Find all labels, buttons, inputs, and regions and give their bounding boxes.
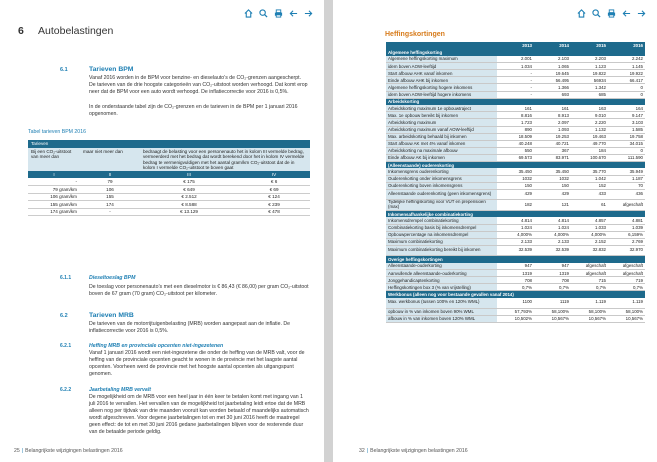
table-cell: 1.034	[497, 63, 534, 70]
table-cell: -	[497, 91, 534, 98]
table-cell: 9.010	[571, 112, 608, 119]
table-cell: 19.253	[534, 133, 571, 140]
table-cell: 58,100%	[571, 308, 608, 315]
row-label: Max. 1e opbouw bereikt bij inkomen	[386, 112, 497, 119]
table-cell: 719	[608, 277, 645, 284]
row-label: Tijdelijke heffingskorting voor VUT en prepensioen (max)	[386, 200, 497, 211]
table-cell: 56.495	[534, 77, 571, 84]
home-icon[interactable]	[242, 8, 254, 18]
bpm-table	[28, 140, 310, 216]
table-cell: 10,502%	[497, 315, 534, 322]
table-cell: 34.015	[608, 140, 645, 147]
search-icon[interactable]	[257, 8, 269, 18]
footer-text: Belangrijkste wijzigingen belastingen 2016	[25, 448, 123, 454]
left-page	[0, 0, 324, 462]
section-header: Overige heffingskortingen	[386, 256, 645, 263]
table-cell: 6,159%	[608, 231, 645, 238]
table-cell: 161	[534, 105, 571, 112]
table-row	[386, 119, 645, 126]
section-title: Jaarbetaling MRB vervalt	[89, 387, 151, 393]
section-title: Dieseltoeslag BPM	[89, 275, 136, 281]
table-cell: 4.814	[534, 217, 571, 224]
table-cell: 1119	[534, 298, 571, 309]
table-cell: 947	[534, 263, 571, 270]
table-cell: 19.922	[608, 70, 645, 77]
table-cell: 174	[80, 201, 140, 209]
table-cell: 1.119	[608, 298, 645, 309]
table-cell: 1.039	[608, 224, 645, 231]
paragraph: De mogelijkheid om de MRB voor een heel jaar in één keer te betalen komt met ingang van 1 juli 2016 te vervallen. Het vervallen van de mogelijkheid tot jaarbetaling leidt ertoe dat de MRB alleen nog per tijdvak van drie maanden vooruit kan worden betaald of maandelijks automatisch wordt afgeschreven. Voor degene jaarbetalingen tot en met 30 juni 2016 heeft de maatregel geen effect: de tot en met 30 juni 2016 gedane jaarbetalingen blijven voor de resterende duur van de betaalde periode geldig.	[89, 394, 309, 435]
table-cell: 150	[534, 182, 571, 189]
table-cell: 1.723	[497, 119, 534, 126]
year-header: 2016	[608, 42, 645, 49]
table-row	[28, 201, 310, 209]
table-cell: 8.816	[497, 112, 534, 119]
table-cell: -	[80, 208, 140, 216]
table-row	[386, 105, 645, 112]
row-label: Aanvullende alleenstaande-ouderkorting	[386, 270, 497, 277]
table-caption: Tabel tarieven BPM 2016	[28, 129, 86, 135]
table-cell: 0,7%	[571, 284, 608, 291]
row-label: Start afbouw AHK vanaf inkomen	[386, 70, 497, 77]
table-header: Tarieven	[28, 140, 310, 148]
table-row	[386, 189, 645, 200]
table-cell: 0,7%	[608, 284, 645, 291]
row-label: Jonggehandicaptenkorting	[386, 277, 497, 284]
table-cell: € 13.129	[140, 208, 238, 216]
table-cell: 0,7%	[497, 284, 534, 291]
table-cell: 19.822	[571, 70, 608, 77]
footer-text: Belangrijkste wijzigingen belastingen 2016	[370, 448, 468, 454]
table-cell: -	[28, 178, 80, 186]
table-cell: afgeschaft	[608, 270, 645, 277]
paragraph: In de onderstaande tabel zijn de CO₂-grenzen en de tarieven in de BPM per 1 januari 2016 opgenomen.	[89, 104, 298, 117]
year-header-row	[386, 42, 645, 49]
row-label: Arbeidskorting maximum	[386, 119, 497, 126]
row-label: Heffingskortingen box 3 (% van vrijstelling)	[386, 284, 497, 291]
chapter-title: Autobelastingen	[38, 25, 114, 37]
table-row	[386, 63, 645, 70]
table-cell: 1032	[534, 175, 571, 182]
table-row	[386, 224, 645, 231]
table-cell: 163	[571, 105, 608, 112]
table-cell: 1.119	[571, 298, 608, 309]
table-cell: 429	[534, 189, 571, 200]
table-cell: 32.832	[571, 245, 608, 256]
table-cell: 32.539	[497, 245, 534, 256]
table-cell: afgeschaft	[571, 270, 608, 277]
page-footer: 32 | Belangrijkste wijzigingen belastingen 2016	[359, 448, 468, 454]
table-cell: € 239	[238, 201, 310, 209]
table-cell: -	[497, 84, 534, 91]
paragraph: De toeslag voor personenauto’s met een dieselmotor is € 86,43 (€ 86,00) per gram CO₂-uitstoot boven de 67 gram (70 gram) CO₂-uitstoot per kilometer.	[89, 284, 309, 297]
row-label: Max. arbeidskorting behaald bij inkomen	[386, 133, 497, 140]
table-cell: 69.573	[497, 154, 534, 161]
table-cell: 4.881	[608, 217, 645, 224]
table-row	[386, 147, 645, 154]
table-cell: € 2.512	[140, 193, 238, 201]
table-row	[28, 193, 310, 201]
row-label: Inkomensgrens ouderenkorting	[386, 168, 497, 175]
table-cell: 70	[608, 182, 645, 189]
arrow-left-icon[interactable]	[620, 8, 632, 18]
table-cell: 2.242	[608, 56, 645, 63]
table-row	[386, 217, 645, 224]
section-header-row	[386, 98, 645, 105]
table-cell: 155	[80, 193, 140, 201]
table-row	[386, 231, 645, 238]
table-cell: 182	[497, 200, 534, 211]
arrow-right-icon[interactable]	[302, 8, 314, 18]
section-header: Inkomensafhankelijke combinatiekorting	[386, 210, 645, 217]
section-header: (Alleenstaande) ouderenkorting	[386, 162, 645, 169]
table-cell: 2.001	[497, 56, 534, 63]
table-cell: 1.366	[534, 84, 571, 91]
table-cell: 40.248	[497, 140, 534, 147]
table-cell: 83.971	[534, 154, 571, 161]
table-cell: 4,000%	[571, 231, 608, 238]
table-row	[386, 315, 645, 322]
table-cell: 32.539	[534, 245, 571, 256]
table-row	[386, 277, 645, 284]
table-cell: 4,000%	[497, 231, 534, 238]
row-label: idem boven AOW-leeftijd hogere inkomens	[386, 91, 497, 98]
arrow-left-icon[interactable]	[287, 8, 299, 18]
page-number: 32	[359, 448, 365, 454]
table-cell: € 69	[238, 186, 310, 194]
table-row	[386, 200, 645, 211]
table-cell: 1.145	[608, 63, 645, 70]
table-cell: 79	[80, 178, 140, 186]
left-toolbar	[242, 8, 314, 18]
year-header: 2013	[497, 42, 534, 49]
table-row	[386, 126, 645, 133]
section-number: 6.2	[60, 313, 68, 319]
table-row	[28, 178, 310, 186]
table-cell: 19.463	[571, 133, 608, 140]
table-cell: 106	[80, 186, 140, 194]
table-cell: 106 gram/km	[28, 193, 80, 201]
table-cell: 10,567%	[608, 315, 645, 322]
row-label: Start afbouw AK met 4% vanaf inkomen	[386, 140, 497, 147]
table-cell: -	[497, 70, 534, 77]
table-row	[386, 238, 645, 245]
table-cell: 1.585	[608, 126, 645, 133]
print-icon[interactable]	[272, 8, 284, 18]
table-cell: € 175	[140, 178, 238, 186]
table-cell: 367	[534, 147, 571, 154]
row-label: Algemene heffingskorting hogere inkomens	[386, 84, 497, 91]
page-title: Heffingskortingen	[385, 31, 445, 38]
table-cell: 708	[497, 277, 534, 284]
table-cell: € 124	[238, 193, 310, 201]
table-cell: 2.133	[497, 238, 534, 245]
row-label: Arbeidskorting na maximale afbouw	[386, 147, 497, 154]
paragraph: Vanaf 2016 worden in de BPM voor benzine- en dieselauto’s de CO₂-grenzen aangescherpt. De tarieven van de drie hoogste categorieën van CO₂-uitstoot worden verhoogd. Dat komt erop neer dat de BPM voor een auto wordt verhoogd. De inflatiecorrectie voor 2016 is 0,5%.	[89, 75, 308, 95]
print-icon[interactable]	[605, 8, 617, 18]
right-page	[333, 0, 657, 462]
row-label: Ouderenkorting onder inkomensgrens	[386, 175, 497, 182]
table-cell: 10,567%	[571, 315, 608, 322]
table-cell: 66.417	[608, 77, 645, 84]
table-row	[386, 77, 645, 84]
row-label: idem boven AOW-leeftijd	[386, 63, 497, 70]
paragraph: De tarieven van de motorrijtuigenbelasting (MRB) worden aangepast aan de inflatie. De inflatiecorrectie voor 2016 is 0,5%.	[89, 321, 290, 334]
row-label: Combinatiekorting basis bij inkomensdrempel	[386, 224, 497, 231]
table-row	[386, 70, 645, 77]
table-row	[386, 270, 645, 277]
row-label: Maximum combinatiekorting bereikt bij inkomen	[386, 245, 497, 256]
table-cell: 1100	[497, 298, 534, 309]
table-row	[386, 263, 645, 270]
row-label: Einde afbouw AK bij inkomen	[386, 154, 497, 161]
table-row	[386, 245, 645, 256]
column-numeral: III	[140, 171, 238, 179]
page-footer: 25 | Belangrijkste wijzigingen belastingen 2016	[14, 448, 123, 454]
row-label: afbouw in % van inkomen boven 120% WML	[386, 315, 497, 322]
row-label: Arbeidskorting maximum vanaf AOW-leeftijd	[386, 126, 497, 133]
row-label: Alleenstaande-ouderkorting	[386, 263, 497, 270]
table-cell: afgeschaft	[571, 263, 608, 270]
chapter-number: 6	[18, 25, 24, 37]
table-cell: 150	[497, 182, 534, 189]
row-label: Alleenstaande ouderenkorting (geen inkomensgrens)	[386, 189, 497, 200]
table-cell: 1319	[497, 270, 534, 277]
table-cell: 890	[497, 126, 534, 133]
section-header-row	[386, 162, 645, 169]
table-cell: 40.721	[534, 140, 571, 147]
table-row	[28, 186, 310, 194]
table-cell: 3.103	[608, 119, 645, 126]
table-cell: 155 gram/km	[28, 201, 80, 209]
table-cell: 433	[571, 189, 608, 200]
table-row	[386, 182, 645, 189]
table-row	[386, 91, 645, 98]
table-cell: 49.770	[571, 140, 608, 147]
table-row	[386, 140, 645, 147]
table-cell: 0	[608, 147, 645, 154]
table-cell: afgeschaft	[608, 200, 645, 211]
table-cell: 685	[571, 91, 608, 98]
table-cell: 174 gram/km	[28, 208, 80, 216]
table-row	[386, 56, 645, 63]
table-cell: 35.450	[497, 168, 534, 175]
table-cell: 152	[571, 182, 608, 189]
table-cell: 708	[534, 277, 571, 284]
table-cell: 61	[571, 200, 608, 211]
search-icon[interactable]	[590, 8, 602, 18]
table-cell: 4,000%	[534, 231, 571, 238]
table-cell: 429	[497, 189, 534, 200]
section-header: Werkbonus (alleen nog voor bestaande gevallen vanaf 2014)	[386, 291, 645, 298]
section-number: 6.1	[60, 67, 68, 73]
table-cell: 100.670	[571, 154, 608, 161]
table-cell: 32.970	[608, 245, 645, 256]
table-cell: 10,567%	[534, 315, 571, 322]
section-header-row	[386, 210, 645, 217]
row-label: Opbouwpercentage na inkomensdrempel	[386, 231, 497, 238]
section-number: 6.2.1	[60, 343, 72, 349]
table-cell: 2.203	[571, 56, 608, 63]
table-cell: 2.103	[534, 56, 571, 63]
table-cell: 1.342	[571, 84, 608, 91]
table-cell: afgeschaft	[608, 263, 645, 270]
column-header: maar niet meer dan	[80, 148, 140, 171]
section-header-row	[386, 291, 645, 298]
page-number: 25	[14, 448, 20, 454]
table-cell: € 6	[238, 178, 310, 186]
table-cell: 1319	[534, 270, 571, 277]
row-label: opbouw in % van inkomen boven 90% WML	[386, 308, 497, 315]
row-label: Arbeidskorting maximum 1e opbouwtraject	[386, 105, 497, 112]
table-cell: 8.913	[534, 112, 571, 119]
section-number: 6.1.1	[60, 275, 72, 281]
table-cell: 4.814	[497, 217, 534, 224]
home-icon[interactable]	[575, 8, 587, 18]
table-cell: € 649	[140, 186, 238, 194]
table-row	[386, 154, 645, 161]
table-cell: 1.065	[534, 63, 571, 70]
table-cell: 4.857	[571, 217, 608, 224]
table-row	[386, 298, 645, 309]
table-row	[386, 175, 645, 182]
row-label: Maximum combinatiekorting	[386, 238, 497, 245]
table-cell: 58,100%	[608, 308, 645, 315]
year-header: 2014	[534, 42, 571, 49]
table-cell: 1.123	[571, 63, 608, 70]
row-label: Ouderenkorting boven inkomensgrens	[386, 182, 497, 189]
table-cell: 1.042	[571, 175, 608, 182]
table-cell: 0	[608, 91, 645, 98]
section-header-row	[386, 49, 645, 56]
arrow-right-icon[interactable]	[635, 8, 647, 18]
row-label: Einde afbouw AHK bij inkomen	[386, 77, 497, 84]
table-cell: -	[497, 77, 534, 84]
paragraph: Vanaf 1 januari 2016 wordt een niet-ingezetene die onder de heffing van de MRB valt, voor de heffing van de provinciale opcenten geacht te wonen in de provincie met het laagste aantal opcenten. Voorheen werd de provincie met het hoogste aantal opcenten als uitgangspunt genomen.	[89, 350, 305, 377]
column-header: Bij een CO₂-uitstoot van meer dan	[28, 148, 80, 171]
table-cell: 693	[534, 91, 571, 98]
table-cell: 1.033	[571, 224, 608, 231]
table-cell: 550	[497, 147, 534, 154]
section-number: 6.2.2	[60, 387, 72, 393]
table-cell: 57,793%	[497, 308, 534, 315]
header-blank-cell	[386, 42, 497, 49]
row-label: Algemene heffingskorting maximum	[386, 56, 497, 63]
section-header: Arbeidskorting	[386, 98, 645, 105]
table-cell: 35.949	[608, 168, 645, 175]
table-cell: 111.590	[608, 154, 645, 161]
table-cell: 0,7%	[534, 284, 571, 291]
table-cell: 1.024	[534, 224, 571, 231]
table-cell: 1.132	[571, 126, 608, 133]
right-toolbar	[575, 8, 647, 18]
table-cell: 35.450	[534, 168, 571, 175]
column-numeral: I	[28, 171, 80, 179]
column-numeral: IV	[238, 171, 310, 179]
table-cell: 121	[534, 200, 571, 211]
table-cell: 18.509	[497, 133, 534, 140]
table-row	[386, 84, 645, 91]
section-header-row	[386, 256, 645, 263]
table-cell: € 478	[238, 208, 310, 216]
table-cell: 9.147	[608, 112, 645, 119]
table-row	[28, 208, 310, 216]
year-header: 2015	[571, 42, 608, 49]
table-cell: 947	[497, 263, 534, 270]
table-cell: 58,100%	[534, 308, 571, 315]
table-cell: 19.645	[534, 70, 571, 77]
table-row	[386, 168, 645, 175]
table-cell: 164	[608, 105, 645, 112]
table-cell: 2.097	[534, 119, 571, 126]
row-label: Inkomensdrempel combinatiekorting	[386, 217, 497, 224]
table-cell: 79 gram/km	[28, 186, 80, 194]
section-header: Algemene heffingskorting	[386, 49, 645, 56]
heffingskortingen-table	[386, 42, 645, 323]
table-row	[386, 308, 645, 315]
table-row	[386, 284, 645, 291]
column-header: bedraagt de belasting voor een personenauto het in kolom III vermelde bedrag, vermeerderd met het bedrag dat wordt berekend door het in kolom IV vermelde bedrag te vermenigvuldigen met het aantal gram/km CO₂-uitstoot dat de in kolom I vermelde CO₂-uitstoot te boven gaat	[140, 148, 310, 171]
table-cell: 35.770	[571, 168, 608, 175]
table-cell: 1.024	[497, 224, 534, 231]
table-cell: 436	[608, 189, 645, 200]
table-cell: 1032	[497, 175, 534, 182]
table-cell: 56934	[571, 77, 608, 84]
table-row	[386, 112, 645, 119]
table-cell: 184	[571, 147, 608, 154]
section-title: Heffing MRB en provinciale opcenten niet-ingezetenen	[89, 343, 224, 349]
table-cell: 19.758	[608, 133, 645, 140]
table-cell: 2.220	[571, 119, 608, 126]
table-cell: 1.187	[608, 175, 645, 182]
table-cell: 715	[571, 277, 608, 284]
section-title: Tarieven MRB	[89, 312, 134, 319]
table-cell: 2.769	[608, 238, 645, 245]
section-title: Tarieven BPM	[89, 66, 134, 73]
row-label: Max. werkbonus (tussen 100% en 120% WML)	[386, 298, 497, 309]
table-row	[386, 133, 645, 140]
table-cell: 2.152	[571, 238, 608, 245]
table-cell: 0	[608, 84, 645, 91]
table-cell: 1.093	[534, 126, 571, 133]
table-cell: 2.133	[534, 238, 571, 245]
table-cell: 161	[497, 105, 534, 112]
table-cell: € 8.588	[140, 201, 238, 209]
column-numeral: II	[80, 171, 140, 179]
